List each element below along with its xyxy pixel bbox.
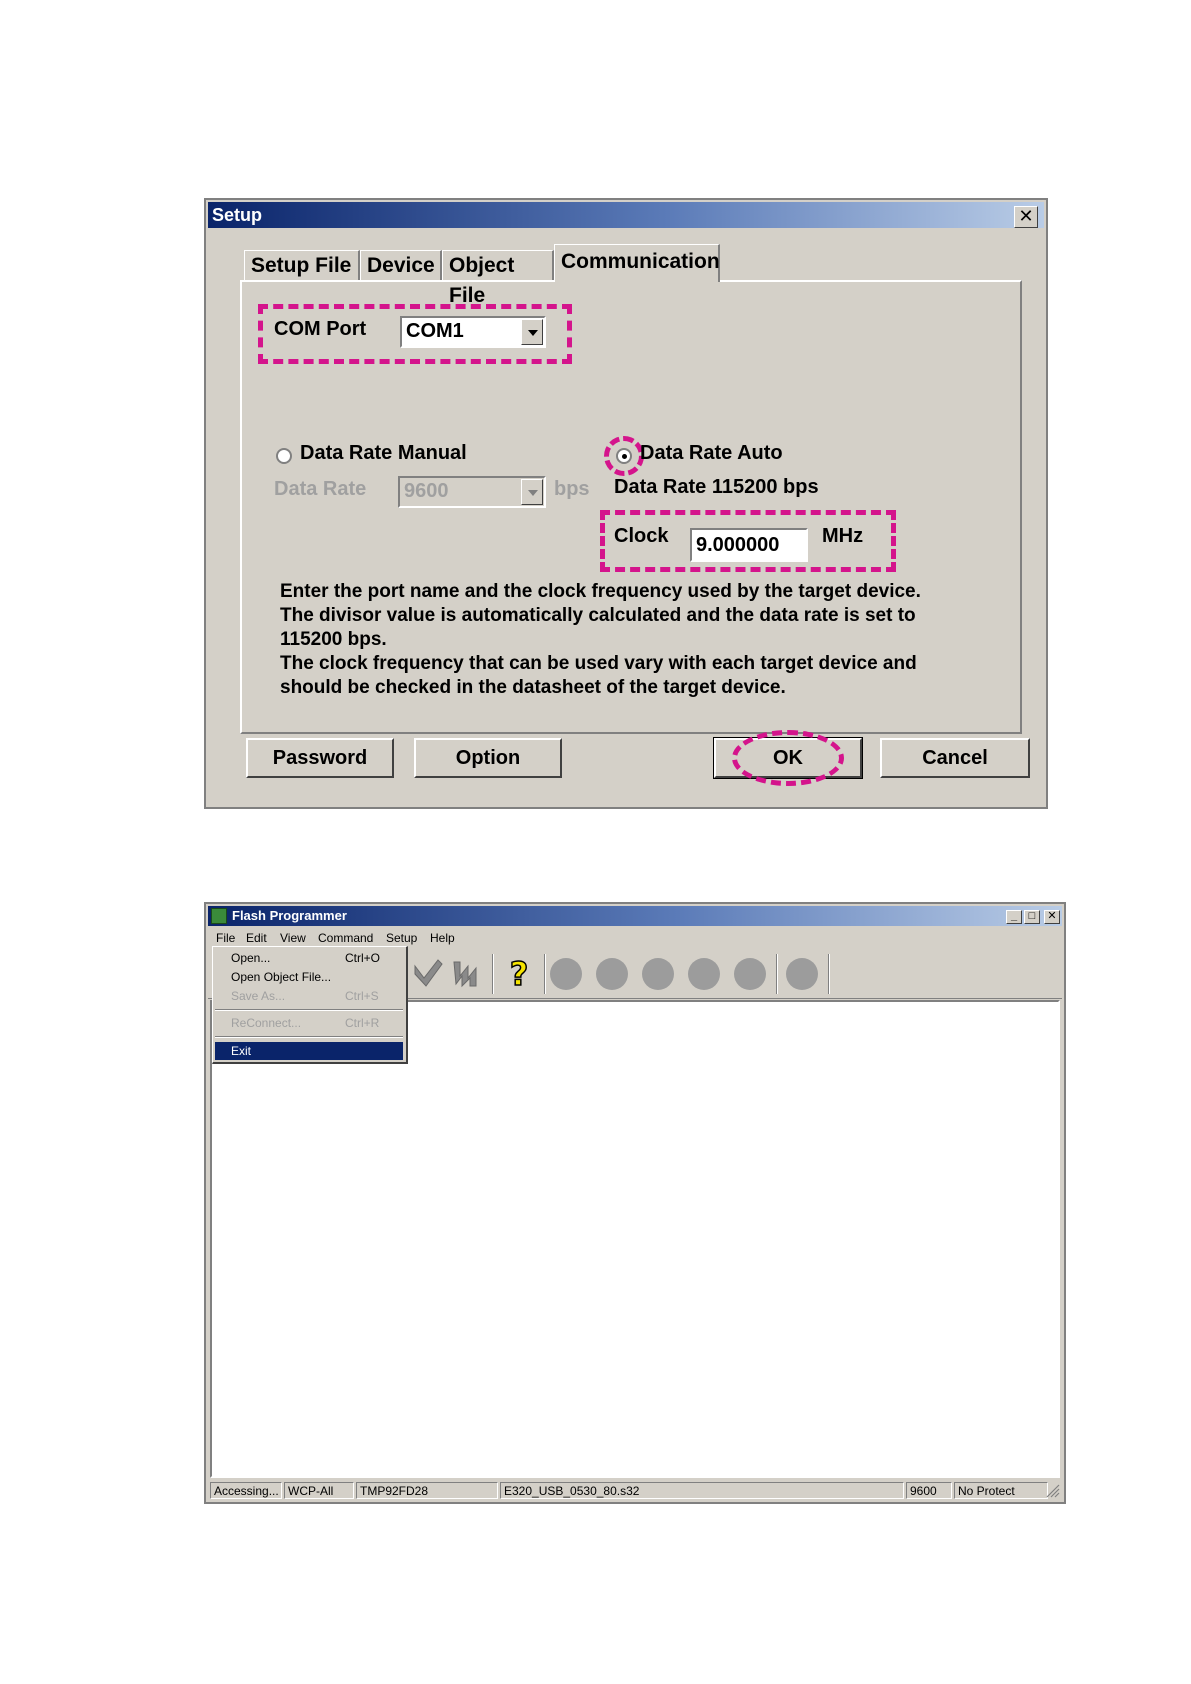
data-rate-label: Data Rate (274, 478, 367, 500)
setup-dialog (204, 198, 1048, 809)
menu-separator (215, 1036, 403, 1038)
description-line: 115200 bps. (280, 629, 387, 650)
resize-grip-icon[interactable] (1046, 1484, 1060, 1498)
status-led-icon (642, 958, 674, 990)
status-bar (208, 1480, 1062, 1500)
menu-item-exit[interactable]: Exit (215, 1042, 403, 1060)
menu-file[interactable]: File (216, 931, 236, 945)
com-port-value: COM1 (406, 320, 464, 342)
status-led-icon (786, 958, 818, 990)
menu-setup[interactable]: Setup (386, 931, 418, 945)
svg-text:?: ? (509, 956, 529, 990)
clock-label: Clock (614, 525, 669, 547)
menu-item-reconnect[interactable]: ReConnect... Ctrl+R (231, 1016, 380, 1030)
menu-bar (208, 928, 1062, 948)
maximize-icon[interactable]: □ (1024, 910, 1040, 924)
status-protect: No Protect (954, 1482, 1048, 1499)
status-object-file: E320_USB_0530_80.s32 (500, 1482, 904, 1499)
bps-label: bps (554, 478, 590, 500)
help-icon[interactable] (502, 956, 536, 990)
clock-input[interactable]: 9.000000 (690, 528, 808, 562)
dialog-title: Setup (212, 205, 263, 225)
toolbar-separator (492, 954, 494, 994)
status-led-icon (550, 958, 582, 990)
status-led-icon (734, 958, 766, 990)
menu-view[interactable]: View (280, 931, 306, 945)
status-led-icon (688, 958, 720, 990)
description-line: The divisor value is automatically calculated and the data rate is set to (280, 605, 916, 626)
tab-device[interactable]: Device (360, 250, 442, 280)
close-icon[interactable]: ✕ (1014, 206, 1038, 228)
communication-panel (240, 280, 1022, 734)
status-baud-rate: 9600 (906, 1482, 952, 1499)
data-rate-manual-label: Data Rate Manual (300, 442, 467, 464)
connect-icon[interactable] (412, 956, 446, 990)
chevron-down-icon[interactable] (521, 479, 543, 505)
data-rate-auto-label: Data Rate Auto (640, 442, 783, 464)
status-device: TMP92FD28 (356, 1482, 498, 1499)
data-rate-select[interactable] (398, 476, 546, 508)
tab-communication[interactable]: Communication (554, 244, 720, 282)
auto-radio-highlight (604, 436, 644, 476)
option-button[interactable]: Option (414, 738, 562, 778)
window-title-bar (208, 906, 1062, 926)
menu-help[interactable]: Help (430, 931, 455, 945)
menu-item-open-object-file[interactable]: Open Object File... (231, 970, 332, 984)
tab-object-file[interactable]: Object File (442, 250, 554, 280)
minimize-icon[interactable]: _ (1006, 910, 1022, 924)
toolbar-separator (828, 954, 830, 994)
menu-command[interactable]: Command (318, 931, 374, 945)
description-line: should be checked in the datasheet of the target device. (280, 677, 786, 698)
password-button[interactable]: Password (246, 738, 394, 778)
window-title: Flash Programmer (232, 908, 347, 923)
menu-item-open[interactable]: Open... Ctrl+O (231, 951, 381, 965)
description-line: Enter the port name and the clock frequency used by the target device. (280, 581, 921, 602)
client-area (210, 1000, 1060, 1478)
flash-programmer-window (204, 902, 1066, 1504)
ok-highlight (732, 730, 844, 786)
ok-button[interactable]: OK (714, 738, 862, 778)
data-rate-auto-value: Data Rate 115200 bps (614, 476, 819, 498)
tab-setup-file[interactable]: Setup File (244, 250, 360, 280)
toolbar-separator (776, 954, 778, 994)
clock-highlight (600, 510, 896, 572)
status-connection: Accessing... (210, 1482, 282, 1499)
clock-unit-label: MHz (822, 525, 864, 547)
description-text (280, 580, 1000, 700)
com-port-highlight (258, 304, 572, 364)
disconnect-icon[interactable] (450, 956, 484, 990)
description-line: The clock frequency that can be used vary with each target device and (280, 653, 917, 674)
file-menu-dropdown (212, 946, 408, 1064)
toolbar-separator (544, 954, 546, 994)
dialog-title-bar (208, 202, 1044, 228)
status-led-icon (596, 958, 628, 990)
com-port-label: COM Port (274, 318, 367, 340)
menu-separator (215, 1009, 403, 1011)
cancel-button[interactable]: Cancel (880, 738, 1030, 778)
menu-edit[interactable]: Edit (246, 931, 267, 945)
status-mode: WCP-All (284, 1482, 354, 1499)
data-rate-manual-radio[interactable] (276, 448, 292, 464)
data-rate-value: 9600 (404, 480, 449, 502)
close-icon[interactable]: ✕ (1044, 910, 1060, 924)
app-icon (211, 908, 227, 924)
menu-item-save-as[interactable]: Save As... Ctrl+S (231, 989, 379, 1003)
